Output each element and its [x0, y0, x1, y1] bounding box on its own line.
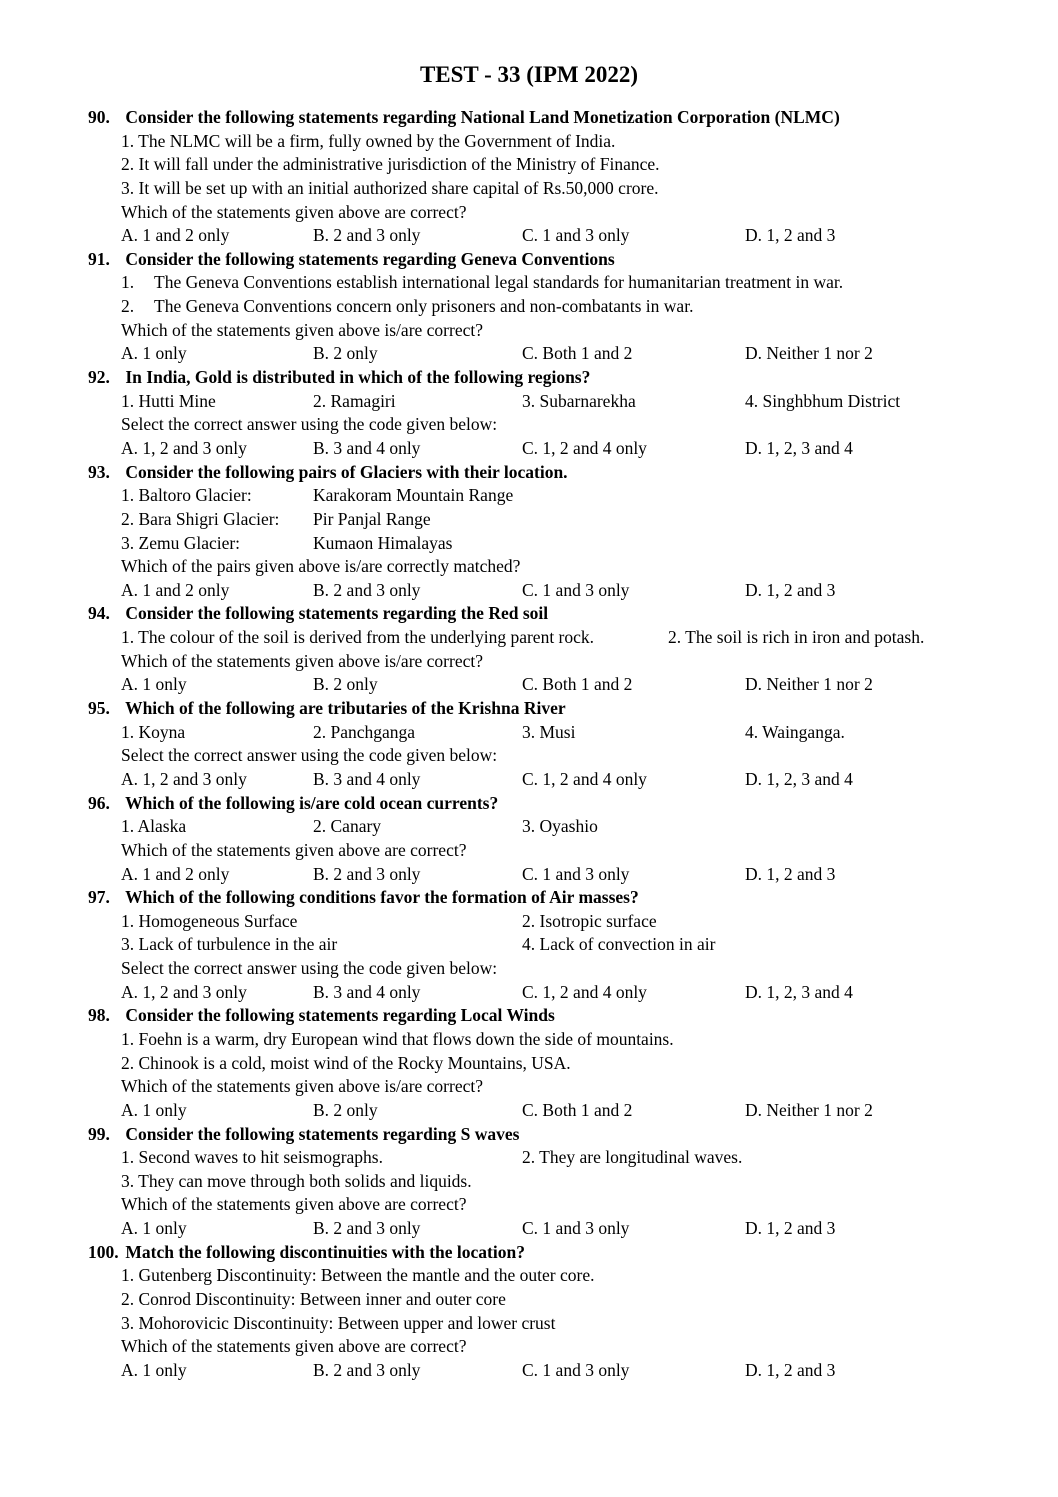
question-list: [0, 106, 1058, 1383]
page-title: TEST - 33 (IPM 2022): [419, 62, 639, 87]
option-c: C. 1, 2 and 4 only: [522, 768, 647, 789]
option-c: C. Both 1 and 2: [522, 1099, 633, 1120]
option-c: C. 1 and 3 only: [522, 1218, 630, 1239]
question-90: [0, 106, 1058, 130]
options-row: [0, 1217, 1058, 1241]
options-row: [0, 579, 1058, 603]
pair-row: [0, 508, 1058, 532]
question-number: 95.: [88, 698, 110, 719]
question-text: Consider the following statements regarding the Red soil: [125, 603, 549, 624]
question-prompt: Which of the statements given above are correct?: [121, 201, 467, 222]
question-text: Consider the following statements regarding Local Winds: [125, 1005, 555, 1026]
statements-row: [0, 626, 1058, 650]
list-item: 1. Hutti Mine: [121, 390, 216, 411]
pair-glacier: 1. Baltoro Glacier:: [121, 485, 252, 506]
statement: 3. They can move through both solids and liquids.: [121, 1170, 472, 1191]
option-a: A. 1 and 2 only: [121, 579, 230, 600]
question-number: 99.: [88, 1123, 110, 1144]
question-prompt: Which of the statements given above is/are correct?: [121, 650, 483, 671]
options-row: [0, 863, 1058, 887]
list-item: 3. Musi: [522, 721, 576, 742]
option-b: B. 2 only: [313, 1099, 378, 1120]
list-item: 1. Alaska: [121, 816, 187, 837]
option-b: B. 2 only: [313, 343, 378, 364]
pair-row: [0, 532, 1058, 556]
list-item: 2. Panchganga: [313, 721, 416, 742]
option-d: D. 1, 2, 3 and 4: [745, 768, 853, 789]
statement-text: The Geneva Conventions establish international legal standards for humanitarian treatment in war.: [154, 272, 844, 293]
items-row: [0, 815, 1058, 839]
statement: 2. They are longitudinal waves.: [522, 1147, 743, 1168]
items-row: [0, 933, 1058, 957]
question-number: 94.: [88, 603, 110, 624]
question-text: Which of the following conditions favor the formation of Air masses?: [125, 887, 639, 908]
list-item: 3. Lack of turbulence in the air: [121, 934, 338, 955]
options-row: [0, 1359, 1058, 1383]
pair-glacier: 2. Bara Shigri Glacier:: [121, 508, 280, 529]
question-prompt: Select the correct answer using the code given below:: [121, 745, 498, 766]
option-a: A. 1 only: [121, 343, 187, 364]
option-b: B. 2 and 3 only: [313, 1218, 421, 1239]
question-number: 92.: [88, 367, 110, 388]
option-b: B. 2 and 3 only: [313, 1359, 421, 1380]
pair-row: [0, 484, 1058, 508]
option-c: C. 1, 2 and 4 only: [522, 981, 647, 1002]
question-text: Consider the following statements regarding Geneva Conventions: [125, 248, 615, 269]
question-99: [0, 1123, 1058, 1147]
option-d: D. 1, 2 and 3: [745, 225, 836, 246]
question-text: Which of the following are tributaries of the Krishna River: [125, 698, 566, 719]
question-text: Consider the following statements regarding S waves: [125, 1123, 520, 1144]
statements-row: [0, 1146, 1058, 1170]
statement: 3. Mohorovicic Discontinuity: Between upper and lower crust: [121, 1312, 556, 1333]
option-c: C. Both 1 and 2: [522, 343, 633, 364]
statement: 2. Conrod Discontinuity: Between inner and outer core: [121, 1289, 506, 1310]
option-d: D. 1, 2 and 3: [745, 1359, 836, 1380]
option-c: C. 1 and 3 only: [522, 579, 630, 600]
question-prompt: Which of the pairs given above is/are correctly matched?: [121, 556, 521, 577]
question-96: [0, 792, 1058, 816]
statement: 1. Foehn is a warm, dry European wind that flows down the side of mountains.: [121, 1028, 674, 1049]
list-item: 2. Ramagiri: [313, 390, 396, 411]
option-a: A. 1 only: [121, 1099, 187, 1120]
list-item: 3. Subarnarekha: [522, 390, 636, 411]
question-number: 91.: [88, 248, 110, 269]
question-100: [0, 1241, 1058, 1265]
options-row: [0, 224, 1058, 248]
statement-number: 1.: [121, 272, 135, 293]
question-number: 97.: [88, 887, 110, 908]
question-prompt: Which of the statements given above are correct?: [121, 1194, 467, 1215]
option-d: D. 1, 2 and 3: [745, 579, 836, 600]
option-c: C. 1 and 3 only: [522, 1359, 630, 1380]
options-row: [0, 342, 1058, 366]
statement: 3. It will be set up with an initial authorized share capital of Rs.50,000 crore.: [121, 177, 659, 198]
list-item: 1. Koyna: [121, 721, 186, 742]
option-b: B. 2 only: [313, 674, 378, 695]
option-a: A. 1, 2 and 3 only: [121, 981, 247, 1002]
option-b: B. 3 and 4 only: [313, 768, 421, 789]
option-d: D. Neither 1 nor 2: [745, 343, 873, 364]
statement: 2. It will fall under the administrative jurisdiction of the Ministry of Finance.: [121, 154, 660, 175]
option-a: A. 1, 2 and 3 only: [121, 768, 247, 789]
option-a: A. 1 and 2 only: [121, 863, 230, 884]
statement: 1. The colour of the soil is derived from the underlying parent rock.: [121, 627, 595, 648]
option-d: D. Neither 1 nor 2: [745, 674, 873, 695]
option-a: A. 1 only: [121, 674, 187, 695]
statement: 2. The soil is rich in iron and potash.: [668, 627, 925, 648]
pair-location: Pir Panjal Range: [313, 508, 431, 529]
option-a: A. 1 only: [121, 1359, 187, 1380]
option-b: B. 2 and 3 only: [313, 863, 421, 884]
items-row: [0, 390, 1058, 414]
question-91: [0, 248, 1058, 272]
question-number: 90.: [88, 107, 110, 127]
option-a: A. 1, 2 and 3 only: [121, 437, 247, 458]
list-item: 4. Lack of convection in air: [522, 934, 716, 955]
option-c: C. Both 1 and 2: [522, 674, 633, 695]
question-text: Consider the following pairs of Glaciers with their location.: [125, 461, 568, 482]
list-item: 1. Homogeneous Surface: [121, 910, 298, 931]
options-row: [0, 673, 1058, 697]
question-prompt: Select the correct answer using the code given below:: [121, 414, 498, 435]
list-item: 4. Wainganga.: [745, 721, 845, 742]
question-prompt: Which of the statements given above is/are correct?: [121, 1076, 483, 1097]
question-prompt: Select the correct answer using the code given below:: [121, 958, 498, 979]
statement-text: The Geneva Conventions concern only prisoners and non-combatants in war.: [154, 296, 694, 317]
option-b: B. 2 and 3 only: [313, 225, 421, 246]
list-item: 2. Canary: [313, 816, 382, 837]
question-number: 93.: [88, 461, 110, 482]
question-prompt: Which of the statements given above are correct?: [121, 1336, 467, 1357]
list-item: 2. Isotropic surface: [522, 910, 657, 931]
option-d: D. 1, 2, 3 and 4: [745, 437, 853, 458]
question-text: Which of the following is/are cold ocean currents?: [125, 792, 499, 813]
option-b: B. 3 and 4 only: [313, 981, 421, 1002]
question-98: [0, 1004, 1058, 1028]
list-item: 3. Oyashio: [522, 816, 598, 837]
option-c: C. 1, 2 and 4 only: [522, 437, 647, 458]
statement: 2. Chinook is a cold, moist wind of the Rocky Mountains, USA.: [121, 1052, 571, 1073]
option-d: D. 1, 2 and 3: [745, 863, 836, 884]
items-row: [0, 721, 1058, 745]
option-a: A. 1 only: [121, 1218, 187, 1239]
option-c: C. 1 and 3 only: [522, 225, 630, 246]
question-text: Consider the following statements regarding National Land Monetization Corporation (NLMC): [125, 107, 840, 127]
items-row: [0, 910, 1058, 934]
question-92: [0, 366, 1058, 390]
statement: 1. The NLMC will be a firm, fully owned by the Government of India.: [121, 130, 616, 151]
options-row: [0, 981, 1058, 1005]
option-d: D. 1, 2 and 3: [745, 1218, 836, 1239]
question-93: [0, 461, 1058, 485]
option-d: D. Neither 1 nor 2: [745, 1099, 873, 1120]
option-b: B. 2 and 3 only: [313, 579, 421, 600]
option-b: B. 3 and 4 only: [313, 437, 421, 458]
question-97: [0, 886, 1058, 910]
question-prompt: Which of the statements given above is/are correct?: [121, 319, 483, 340]
statement-number: 2.: [121, 296, 135, 317]
question-95: [0, 697, 1058, 721]
question-94: [0, 602, 1058, 626]
option-d: D. 1, 2, 3 and 4: [745, 981, 853, 1002]
pair-location: Karakoram Mountain Range: [313, 485, 514, 506]
pair-glacier: 3. Zemu Glacier:: [121, 532, 241, 553]
list-item: 4. Singhbhum District: [745, 390, 901, 411]
statement: 1. Second waves to hit seismographs.: [121, 1147, 383, 1168]
question-text: Match the following discontinuities with the location?: [125, 1241, 525, 1262]
question-text: In India, Gold is distributed in which of the following regions?: [125, 367, 591, 388]
question-number: 100.: [88, 1241, 119, 1262]
option-c: C. 1 and 3 only: [522, 863, 630, 884]
option-a: A. 1 and 2 only: [121, 225, 230, 246]
question-prompt: Which of the statements given above are correct?: [121, 839, 467, 860]
options-row: [0, 768, 1058, 792]
question-number: 98.: [88, 1005, 110, 1026]
statement: [0, 271, 1058, 295]
options-row: [0, 437, 1058, 461]
statement: [0, 295, 1058, 319]
statement: 1. Gutenberg Discontinuity: Between the mantle and the outer core.: [121, 1265, 595, 1286]
options-row: [0, 1099, 1058, 1123]
question-number: 96.: [88, 792, 110, 813]
pair-location: Kumaon Himalayas: [313, 532, 453, 553]
